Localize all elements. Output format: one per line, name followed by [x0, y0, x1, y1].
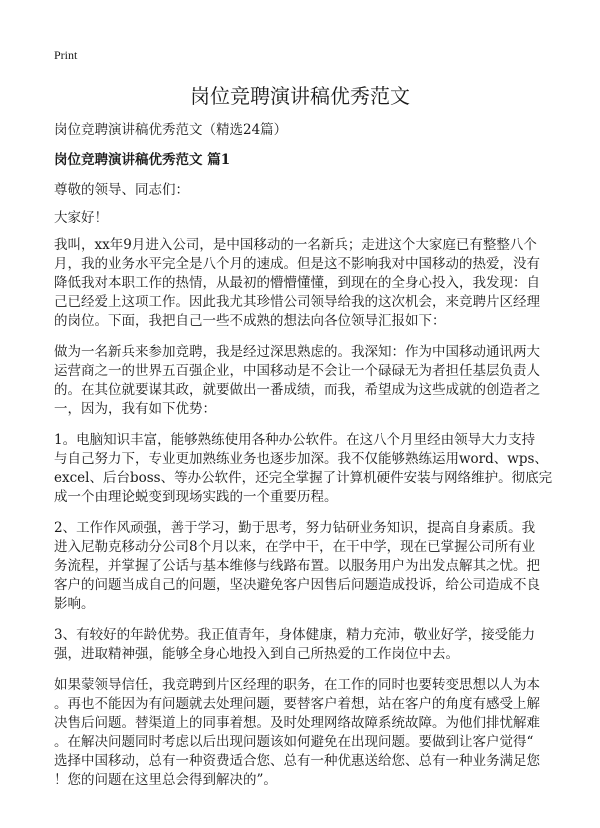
paragraph-line: 影响。	[54, 596, 95, 612]
paragraph-line: 。在解决问题同时考虑以后出现问题该如何避免在出现问题。要做到让客户觉得“	[54, 734, 534, 750]
paragraph-line: 1。电脑知识丰富，能够熟练使用各种办公软件。在这八个月里经由领导大力支持	[54, 432, 536, 448]
paragraph-line: 成一个由理论蜕变到现场实践的一个重要历程。	[54, 489, 338, 505]
paragraph-line: 与自己努力下，专业更加熟练业务也逐步加深。我不仅能够熟练运用word、wps、	[54, 451, 548, 467]
paragraph-line: excel、后台boss、等办公软件，还完全掌握了计算机硬件安装与网络维护。彻底完	[54, 470, 553, 486]
paragraph-line: 降低我对本职工作的热情，从最初的懵懵懂懂，到现在的全身心投入，我发现：自	[54, 275, 540, 291]
paragraph-line: 务流程，并掌握了公话与基本维修与线路布置。以服务用户为出发点解其之忧。把	[54, 558, 540, 574]
greeting: 尊敬的领导、同志们：	[54, 182, 189, 198]
paragraph-line: 3、有较好的年龄优势。我正值青年，身体健康，精力充沛，敬业好学，接受能力	[54, 627, 536, 643]
paragraph-line: 做为一名新兵来参加竞聘，我是经过深思熟虑的。我深知：作为中国移动通讯两大	[54, 344, 540, 360]
print-link[interactable]: Print	[54, 48, 78, 62]
paragraph-line: 我叫，xx年9月进入公司，是中国移动的一名新兵；走进这个大家庭已有整整八个	[54, 237, 537, 253]
paragraph-line: 2、工作作风顽强，善于学习，勤于思考，努力钻研业务知识，提高自身素质。我	[54, 520, 536, 536]
paragraph-line: 的。在其位就要谋其政，就要做出一番成绩，而我，希望成为这些成就的创造者之	[54, 382, 540, 398]
paragraph-line: 强，进取精神强，能够全身心地投入到自己所热爱的工作岗位中去。	[54, 646, 459, 662]
document-subtitle: 岗位竞聘演讲稿优秀范文（精选24篇）	[54, 122, 288, 138]
paragraph-line: ！您的问题在这里总会得到解决的”。	[54, 772, 277, 788]
section-heading: 岗位竞聘演讲稿优秀范文 篇1	[54, 152, 231, 168]
paragraph	[54, 236, 594, 331]
paragraph-line: 进入尼勒克移动分公司8个月以来，在学中干，在干中学，现在已掌握公司所有业	[54, 539, 536, 555]
paragraph	[54, 519, 594, 614]
paragraph-line: 决售后问题。替渠道上的同事着想。及时处理网络故障系统故障。为他们排忧解难	[54, 715, 540, 731]
paragraph-line: 己已经爱上这项工作。因此我尤其珍惜公司领导给我的这次机会，来竞聘片区经理	[54, 294, 540, 310]
paragraph	[54, 343, 594, 419]
document-body	[54, 236, 594, 802]
paragraph-line: 一，因为，我有如下优势：	[54, 401, 216, 417]
paragraph-line: 如果蒙领导信任，我竞聘到片区经理的职务，在工作的同时也要转变思想以人为本	[54, 677, 540, 693]
document-title: 岗位竞聘演讲稿优秀范文	[190, 84, 410, 108]
paragraph-line: 的岗位。下面，我把自己一些不成熟的想法向各位领导汇报如下：	[54, 313, 446, 329]
salutation: 大家好！	[54, 210, 108, 226]
paragraph-line: 月，我的业务水平完全是八个月的速成。但是这不影响我对中国移动的热爱，没有	[54, 256, 540, 272]
paragraph-line: 客户的问题当成自己的问题，坚决避免客户因售后问题造成投诉，给公司造成不良	[54, 577, 540, 593]
paragraph	[54, 676, 594, 790]
paragraph-line: 。再也不能因为有问题就去处理问题，要替客户着想，站在客户的角度有感受上解	[54, 696, 540, 712]
paragraph-line: 选择中国移动，总有一种资费适合您、总有一种优惠送给您、总有一种业务满足您	[54, 753, 540, 769]
paragraph	[54, 431, 594, 507]
paragraph-line: 运营商之一的世界五百强企业，中国移动是不会让一个碌碌无为者担任基层负责人	[54, 363, 540, 379]
paragraph	[54, 626, 594, 664]
